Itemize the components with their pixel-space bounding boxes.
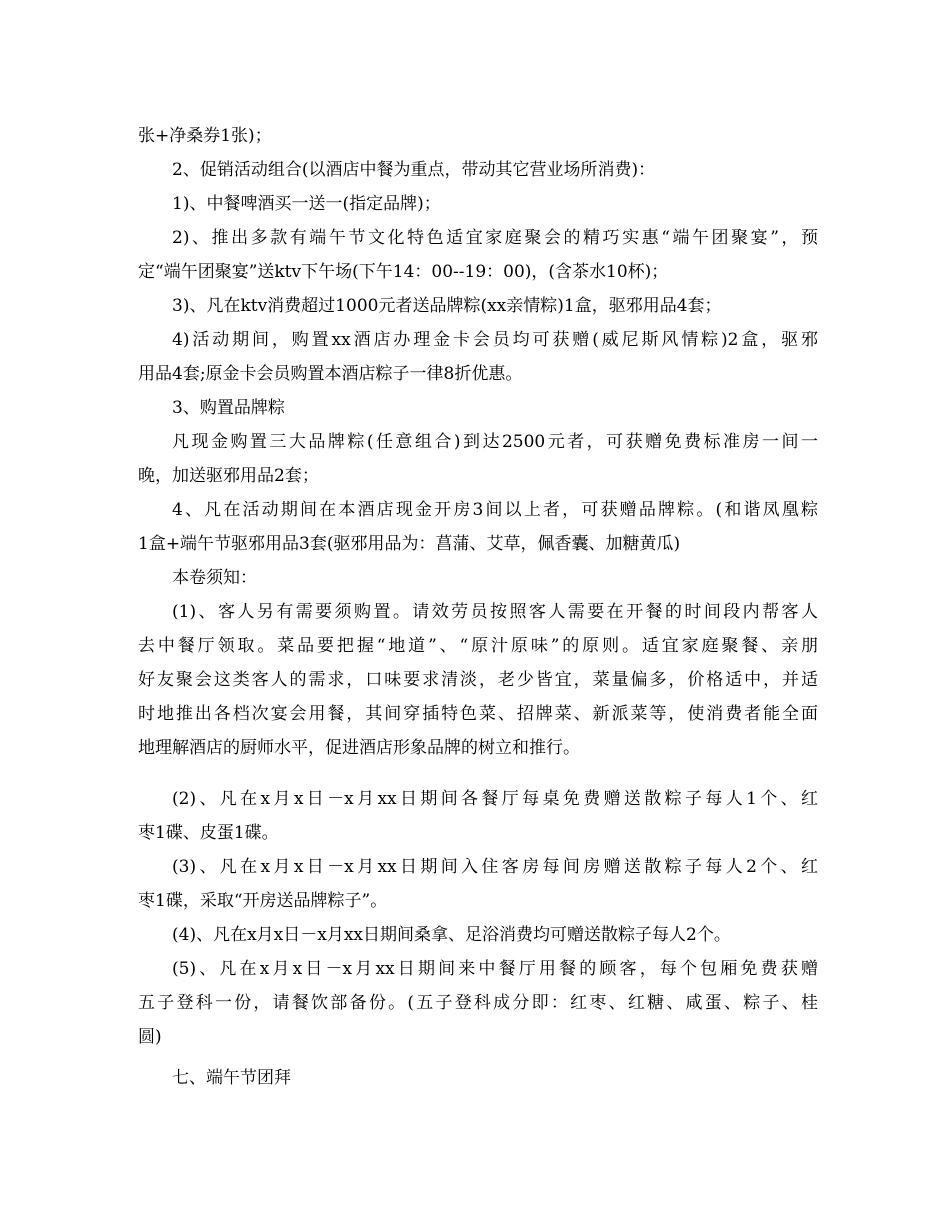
paragraph-line: (3)、凡在x月x日－x月xx日期间入住客房每间房赠送散粽子每人2个、红	[172, 857, 818, 877]
notice-heading: 本卷须知：	[172, 568, 257, 588]
paragraph-line: 枣1碟，采取“开房送品牌粽子”。	[138, 891, 388, 911]
paragraph-line: 枣1碟、皮蛋1碟。	[138, 823, 279, 843]
paragraph-line: 凡现金购置三大品牌粽(任意组合)到达2500元者，可获赠免费标准房一间一	[172, 432, 818, 452]
paragraph-line: 地理解酒店的厨师水平，促进酒店形象品牌的树立和推行。	[138, 738, 580, 758]
paragraph-line: 圆)	[138, 1027, 162, 1047]
paragraph-line: (5)、凡在x月x日－x月xx日期间来中餐厅用餐的顾客，每个包厢免费获赠	[172, 959, 818, 979]
paragraph-line: (1)、客人另有需要须购置。请效劳员按照客人需要在开餐的时间段内帮客人	[172, 602, 818, 622]
paragraph-line: 2、促销活动组合(以酒店中餐为重点，带动其它营业场所消费)：	[172, 160, 656, 180]
paragraph-line: 晚，加送驱邪用品2套；	[138, 466, 319, 486]
paragraph-line: (4)、凡在x月x日－x月xx日期间桑拿、足浴消费均可赠送散粽子每人2个。	[172, 925, 731, 945]
paragraph-line: 好友聚会这类客人的需求，口味要求清淡，老少皆宜，菜量偏多，价格适中，并适	[138, 670, 818, 690]
paragraph-line: (2)、凡在x月x日－x月xx日期间各餐厅每桌免费赠送散粽子每人1个、红	[172, 789, 818, 809]
paragraph-line: 3)、凡在ktv消费超过1000元者送品牌粽(xx亲情粽)1盒，驱邪用品4套；	[172, 296, 722, 316]
paragraph-line: 时地推出各档次宴会用餐，其间穿插特色菜、招牌菜、新派菜等，使消费者能全面	[138, 704, 818, 724]
paragraph-line: 用品4套;原金卡会员购置本酒店粽子一律8折优惠。	[138, 364, 523, 384]
paragraph-line: 张+净桑券1张)；	[138, 126, 272, 146]
paragraph-line: 五子登科一份，请餐饮部备份。(五子登科成分即：红枣、红糖、咸蛋、粽子、桂	[138, 993, 818, 1013]
paragraph-line: 4、凡在活动期间在本酒店现金开房3间以上者，可获赠品牌粽。(和谐凤凰粽	[172, 500, 818, 520]
paragraph-line: 去中餐厅领取。菜品要把握“地道”、“原汁原味”的原则。适宜家庭聚餐、亲朋	[138, 636, 818, 656]
paragraph-line: 1盒+端午节驱邪用品3套(驱邪用品为：菖蒲、艾草，佩香囊、加糖黄瓜)	[138, 534, 681, 554]
paragraph-line: 定“端午团聚宴”送ktv下午场(下午14：00--19：00)，(含茶水10杯)；	[138, 262, 669, 282]
paragraph-line: 1)、中餐啤酒买一送一(指定品牌)；	[172, 194, 441, 214]
section-heading: 七、端午节团拜	[172, 1068, 291, 1088]
section-heading: 3、购置品牌粽	[172, 398, 285, 418]
paragraph-line: 2)、推出多款有端午节文化特色适宜家庭聚会的精巧实惠“端午团聚宴”，预	[172, 228, 818, 248]
paragraph-line: 4)活动期间，购置xx酒店办理金卡会员均可获赠(威尼斯风情粽)2盒，驱邪	[172, 330, 818, 350]
